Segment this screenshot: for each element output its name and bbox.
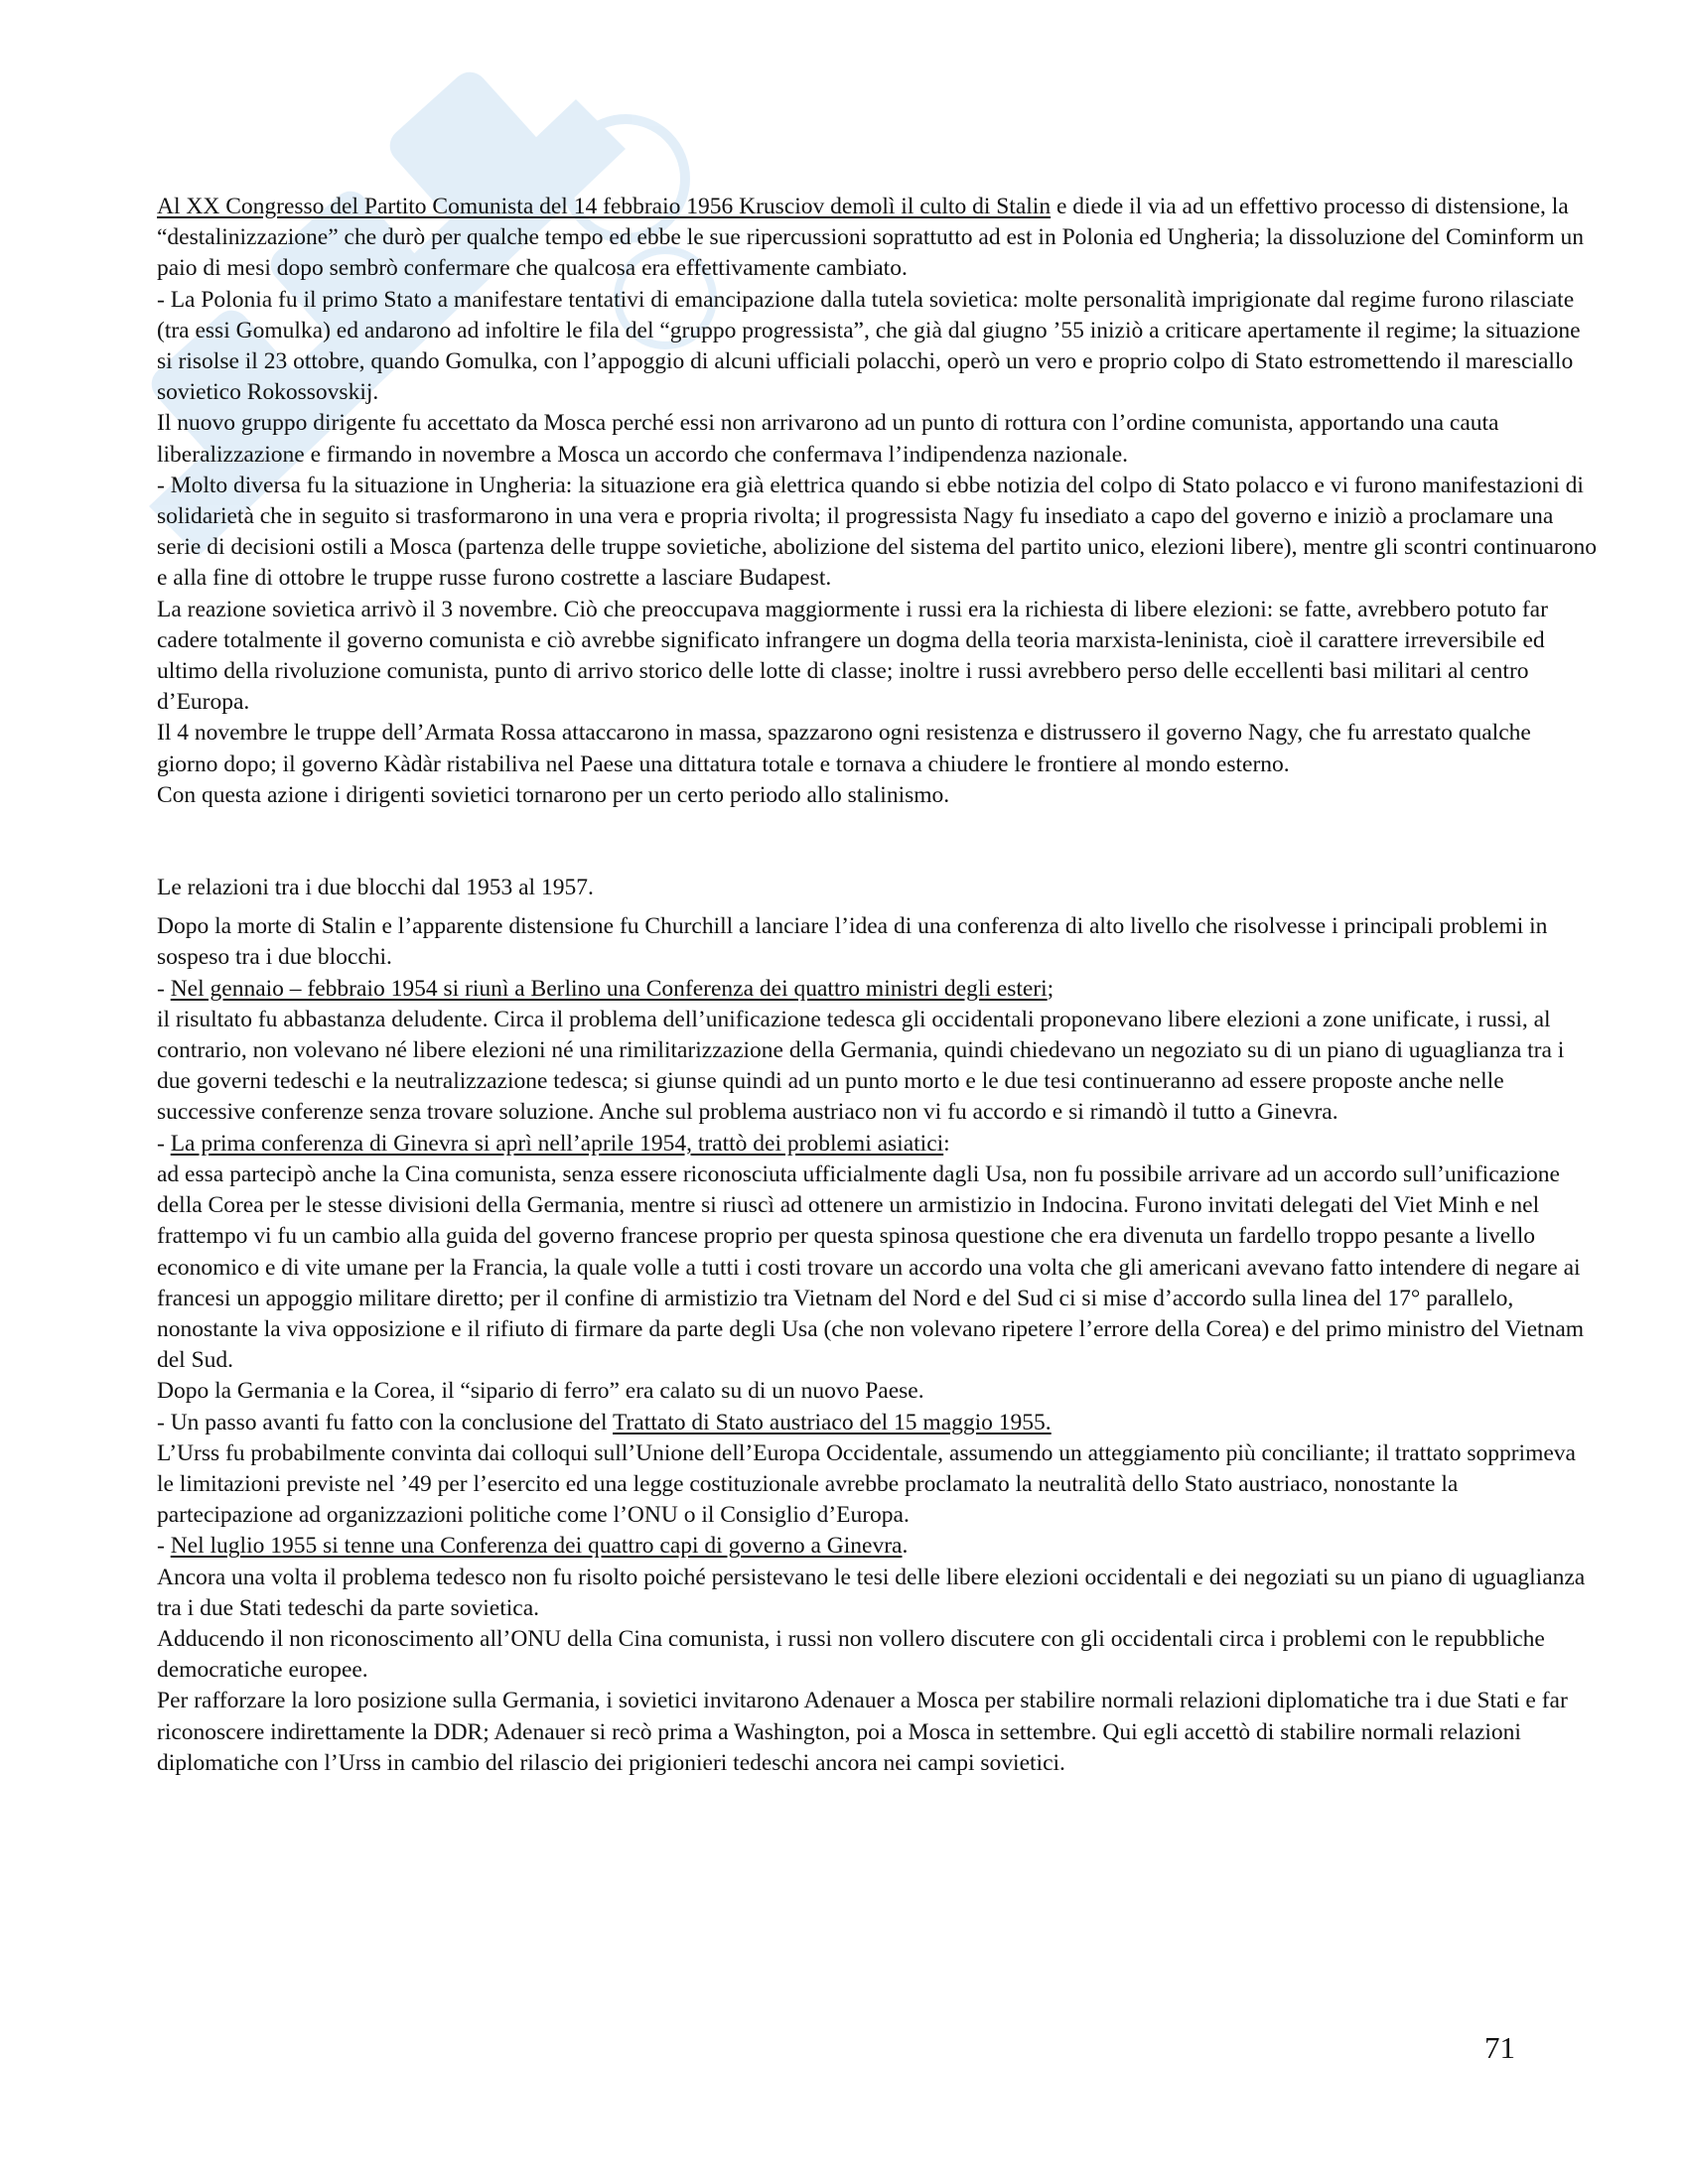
paragraph-china-onu: Adducendo il non riconoscimento all’ONU della Cina comunista, i russi non vollero discutere con gli occidentali circa i problemi con le repubbliche democratiche europee. [157, 1625, 1545, 1684]
paragraph-november-4: Il 4 novembre le truppe dell’Armata Rossa attaccarono in massa, spazzarono ogni resistenza e distrussero il governo Nagy, che fu arrestato qualche giorno dopo; il governo Kàdàr ristabiliva nel Paese una dittatura totale e tornava a chiudere le frontiere al mondo esterno. [157, 720, 1531, 777]
bullet-geneva-1955: - Nel luglio 1955 si tenne una Conferenza dei quattro capi di governo a Ginevra. [157, 1533, 909, 1560]
document-body [157, 192, 1597, 1779]
section-heading: Le relazioni tra i due blocchi dal 1953 al 1957. [157, 875, 594, 901]
spacer [157, 903, 1597, 911]
paragraph-iron-curtain: Dopo la Germania e la Corea, il “sipario di ferro” era calato su di un nuovo Paese. [157, 1378, 924, 1405]
paragraph-hungary: - Molto diversa fu la situazione in Ungheria: la situazione era già elettrica quando si ebbe notizia del colpo di Stato polacco e vi furono manifestazioni di solidarietà che in seguito si trasformarono in una vera e propria rivolta; il progressista Nagy fu insediato a capo del governo e iniziò a proclamare una serie di decisioni ostili a Mosca (partenza delle truppe sovietiche, abolizione del sistema del partito unico, elezioni libere), mentre gli scontri continuarono e alla fine di ottobre le truppe russe furono costrette a lasciare Budapest. [157, 472, 1598, 592]
paragraph-stalinism: Con questa azione i dirigenti sovietici tornarono per un certo periodo allo stalinismo. [157, 781, 950, 808]
paragraph-urss-conciliation: L’Urss fu probabilmente convinta dai colloqui sull’Unione dell’Europa Occidentale, assumendo un atteggiamento più conciliante; il trattato sopprimeva le limitazioni previste nel ’49 per l’esercito ed una legge costituzionale avrebbe proclamato la neutralità dello Stato austriaco, nonostante la partecipazione ad organizzazioni politiche come l’ONU o il Consiglio d’Europa. [157, 1439, 1576, 1529]
paragraph-churchill: Dopo la morte di Stalin e l’apparente distensione fu Churchill a lanciare l’idea di una conferenza di alto livello che risolvesse i principali problemi in sospeso tra i due blocchi. [157, 913, 1548, 971]
underlined-phrase: Al XX Congresso del Partito Comunista del 14 febbraio 1956 Krusciov demolì il culto di Stalin [157, 194, 1052, 219]
bullet-geneva-1954: - La prima conferenza di Ginevra si aprì nell’aprile 1954, trattò dei problemi asiatici: [157, 1130, 950, 1157]
bullet-austrian-treaty: - Un passo avanti fu fatto con la conclusione del Trattato di Stato austriaco del 15 maggio 1955. [157, 1409, 1052, 1435]
bullet-berlin-conference: - Nel gennaio – febbraio 1954 si riunì a Berlino una Conferenza dei quattro ministri degli esteri; [157, 975, 1055, 1002]
paragraph-poland: - La Polonia fu il primo Stato a manifestare tentativi di emancipazione dalla tutela sovietica: molte personalità imprigionate dal regime furono rilasciate (tra essi Gomulka) ed andarono ad infoltire le fila del “gruppo progressista”, che già dal giugno ’55 iniziò a criticare apertamente il regime; la situazione si risolse il 23 ottobre, quando Gomulka, con l’appoggio di alcuni ufficiali polacchi, operò un vero e proprio colpo di Stato estromettendo il maresciallo sovietico Rokossovskij. [157, 286, 1581, 406]
paragraph-berlin-result: il risultato fu abbastanza deludente. Circa il problema dell’unificazione tedesca gli occidentali proponevano libere elezioni a zone unificate, i russi, al contrario, non volevano né libere elezioni né una rimilitarizzazione della Germania, quindi chiedevano un negoziato su di un piano di uguaglianza tra i due governi tedeschi e la neutralizzazione tedesca; si giunse quindi ad un punto morto e le due tesi continueranno ad essere proposte anche nelle successive conferenze senza trovare soluzione. Anche sul problema austriaco non vi fu accordo e si rimandò il tutto a Ginevra. [157, 1006, 1565, 1126]
paragraph-soviet-reaction: La reazione sovietica arrivò il 3 novembre. Ciò che preoccupava maggiormente i russi era la richiesta di libere elezioni: se fatte, avrebbero potuto far cadere totalmente il governo comunista e ciò avrebbe significato infrangere un dogma della teoria marxista-leninista, cioè il carattere irreversibile ed ultimo della rivoluzione comunista, punto di arrivo storico delle lotte di classe; inoltre i russi avrebbero perso delle eccellenti basi militari al centro d’Europa. [157, 596, 1548, 716]
paragraph-new-leadership: Il nuovo gruppo dirigente fu accettato da Mosca perché essi non arrivarono ad un punto di rottura con l’ordine comunista, apportando una cauta liberalizzazione e firmando in novembre a Mosca un accordo che confermava l’indipendenza nazionale. [157, 410, 1499, 468]
paragraph-adenauer: Per rafforzare la loro posizione sulla Germania, i sovietici invitarono Adenauer a Mosca per stabilire normali relazioni diplomatiche tra i due Stati e far riconoscere indirettamente la DDR; Adenauer si recò prima a Washington, poi a Mosca in settembre. Qui egli accettò di stabilire normali relazioni diplomatiche con l’Urss in cambio del rilascio dei prigionieri tedeschi ancora nei campi sovietici. [157, 1688, 1568, 1776]
paragraph-indochina: ad essa partecipò anche la Cina comunista, senza essere riconosciuta ufficialmente dagli Usa, non fu possibile arrivare ad un accordo sull’unificazione della Corea per le stesse divisioni della Germania, mentre si riuscì ad ottenere un armistizio in Indocina. Furono invitati delegati del Viet Minh e nel frattempo vi fu un cambio alla guida del governo francese proprio per questa spinosa questione che era divenuta un fardello troppo pesante a livello economico e di vite umane per la Francia, la quale volle a tutti i costi trovare un accordo una volta che gli americani avevano fatto intendere di negare ai francesi un appoggio militare diretto; per il confine di armistizio tra Vietnam del Nord e del Sud ci si mise d’accordo sulla linea del 17° parallelo, nonostante la viva opposizione e il rifiuto di firmare da parte degli Usa (che non volevano ripetere l’errore della Corea) e del primo ministro del Vietnam del Sud. [157, 1160, 1585, 1374]
page-number: 71 [1484, 2030, 1515, 2065]
paragraph-german-problem: Ancora una volta il problema tedesco non fu risolto poiché persistevano le tesi delle libere elezioni occidentali e dei negoziati su un piano di uguaglianza tra i due Stati tedeschi da parte sovietica. [157, 1564, 1586, 1621]
paragraph-destalinization: Al XX Congresso del Partito Comunista del 14 febbraio 1956 Krusciov demolì il culto di Stalin e diede il via ad un effettivo processo di distensione, la “destalinizzazione” che durò per qualche tempo ed ebbe le sue ripercussioni soprattutto ad est in Polonia ed Ungheria; la dissoluzione del Cominform un paio di mesi dopo sembrò confermare che qualcosa era effettivamente cambiato. [157, 194, 1584, 282]
spacer [157, 811, 1597, 873]
